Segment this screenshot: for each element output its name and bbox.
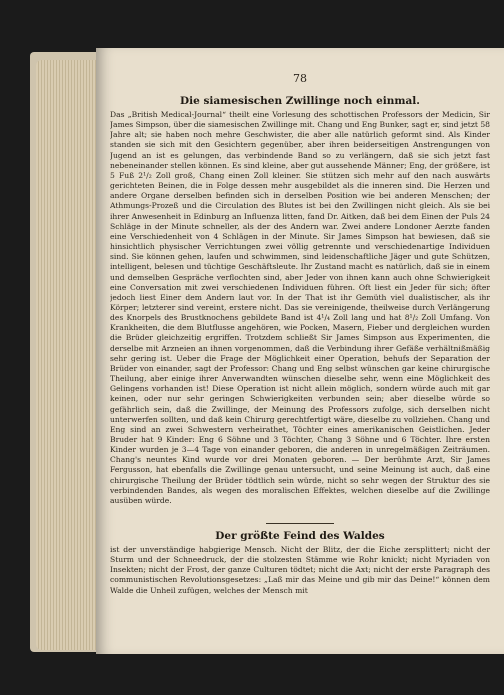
book-page [96,48,504,654]
page-edges [36,60,96,650]
section-divider [266,523,334,524]
article-title: Die siamesischen Zwillinge noch einmal. [180,95,420,107]
article-body-2: ist der unverständige habgierige Mensch. Nicht der Blitz, der die Eiche zersplittert; nicht der Sturm und der Schneedruck, der die stolzesten Stämme wie Rohr knickt; nicht Myriaden von Insekten; nicht der Frost, der ganze Culturen tödtet; nicht die Axt; nicht der erste Paragraph des communistischen Revolutionsgesetzes: „Laß mir das Meine und gib mir das Deine!“ können dem Walde die Unheil zufügen, welches der Mensch mit [110,545,490,595]
page-number: 78 [293,72,307,85]
article-body: Das „British Medical-Journal“ theilt eine Vorlesung des schottischen Professors der Medicin, Sir James Simpson, über die siamesischen Zwillinge mit. Chang und Eng Bunker, sagt er, sind jetzt 58 Jahre alt; sie haben noch mehre Geschwister, die aber alle natürlich geformt sind. Als Kinder standen sie sich mit den Gesichtern gegenüber, aber ihren beiderseitigen Anstrengungen von Jugend an ist es gelungen, das verbindende Band so zu verlängern, daß sie sich jetzt fast nebeneinander stellen können. Es sind kleine, aber gut aussehende Männer; Eng, der größere, ist 5 Fuß 2¹/₂ Zoll groß, Chang einen Zoll kleiner. Sie stützen sich mehr auf den nach auswärts gerichteten Beinen, die in Folge dessen mehr ausgebildet als die inneren sind. Die Herzen und andere Organe derselben befinden sich in derselben Position wie bei anderen Menschen; der Athmungs-Prozeß und die Circulation des Blutes ist bei den Zwillingen nicht gleich. Als sie bei ihrer Anwesenheit in Edinburg an Influenza litten, fand Dr. Aitken, daß bei dem Einen der Puls 24 Schläge in der Minute schneller, als der des Andern war. Zwei andere Londoner Aerzte fanden eine Verschiedenheit von 4 Schlägen in der Minute. Sir James Simpson hat bewiesen, daß sie hinsichtlich physischer Verrichtungen zwei völlig getrennte und verschiedenartige Individuen sind. Sie können gehen, laufen und schwimmen, sind leidenschaftliche Jäger und gute Schützen, intelligent, belesen und tüchtige Geschäftsleute. Ihr Zustand macht es natürlich, daß sie in einem und demselben Gespräche verflochten sind, aber Jeder von ihnen kann auch ohne Schwierigkeit eine Conversation mit zwei verschiedenen Individuen führen. Oft liest ein Jeder für sich; öfter jedoch liest Einer dem Andern laut vor. In der That ist ihr Gemüth viel dualistischer, als ihr Körper; letzterer sind vereint, erstere nicht. Das sie vereinigende, theilweise durch Verlängerung des Knorpels des Brustknochens gebildete Band ist 4¹/₄ Zoll lang und hat 8¹/₂ Zoll Umfang. Von Krankheiten, die dem Blutflusse angehören, wie Pocken, Masern, Fieber und dergleichen wurden die Brüder gleichzeitig ergriffen. Trotzdem schließt Sir James Simpson aus Experimenten, die derselbe mit Arzneien an ihnen vorgenommen, daß die Verbindung ihrer Gefäße verhältnißmäßig sehr gering ist. Ueber die Frage der Möglichkeit einer Operation, behufs der Separation der Brüder von einander, sagt der Professor: Chang und Eng selbst wünschen gar keine chirurgische Theilung, aber einige ihrer Anverwandten wünschen dieselbe sehr, wenn eine Möglichkeit des Gelingens vorhanden ist! Diese Operation ist nicht allein möglich, sondern würde auch mit gar keinen, oder nur sehr geringen Schwierigkeiten verbunden sein; aber dieselbe würde so gefährlich sein, daß die Zwillinge, der Meinung des Professors zufolge, sich derselben nicht unterwerfen sollten, und daß kein Chirurg gerechtfertigt wäre, dieselbe zu vollziehen. Chang und Eng sind an zwei Schwestern verheirathet, Töchter eines amerikanischen Geistlichen. Jeder Bruder hat 9 Kinder: Eng 6 Söhne und 3 Töchter, Chang 3 Söhne und 6 Töchter. Ihre ersten Kinder wurden je 3—4 Tage von einander geboren, die anderen in unregelmäßigen Zeiträumen. Chang's neuntes Kind wurde vor drei Monaten geboren. — Der berühmte Arzt, Sir James Fergusson, hat ebenfalls die Zwillinge genau untersucht, und seine Meinung ist auch, daß eine chirurgische Theilung der Brüder tödtlich sein würde, nicht so sehr wegen der Struktur des sie verbindenden Bandes, als wegen des moralischen Effektes, welchen dieselbe auf die Zwillinge ausüben würde. [110,110,490,505]
article-title-2: Der größte Feind des Waldes [215,530,385,542]
